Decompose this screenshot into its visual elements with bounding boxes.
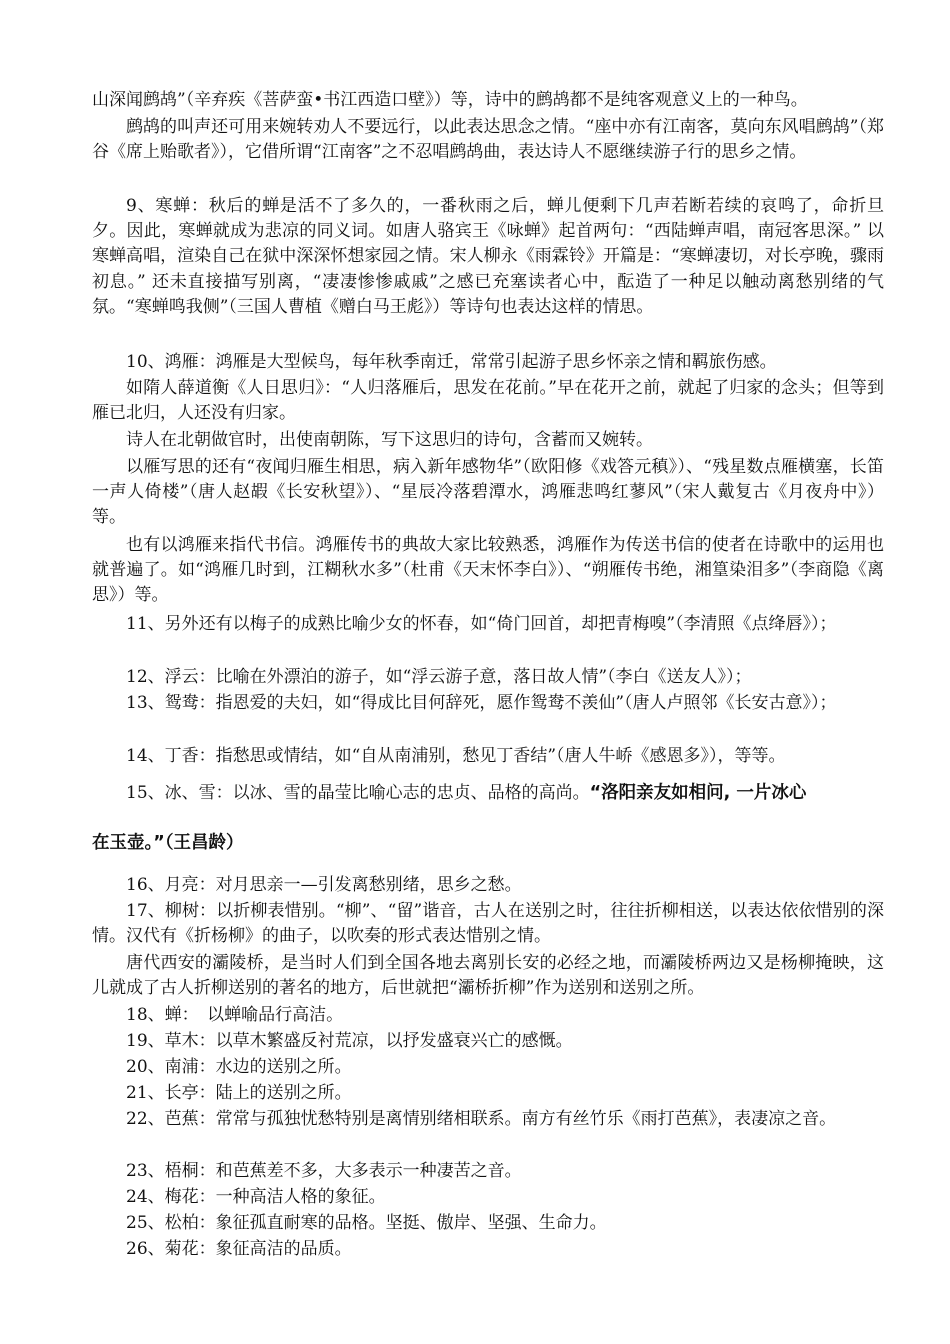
bingxue-text: 15、冰、雪：以冰、雪的晶莹比喻心志的忠贞、品格的高尚。 bbox=[126, 783, 590, 803]
paragraph-yan-shuxin: 也有以鸿雁来指代书信。鸿雁传书的典故大家比较熟悉，鸿雁作为传送书信的使者在诗歌中的运用也就普遍了。如“鸿雁几时到，江糊秋水多”（杜甫《天末怀李白》）、“朔雁传书绝，湘篁染泪多”（李商隐《离思》）等。 bbox=[92, 535, 884, 606]
paragraph-item-14-dingxiang: 14、丁香：指愁思或情结，如“自从南浦别，愁见丁香结”（唐人牛峤《感恩多》），等等。 bbox=[126, 746, 786, 766]
paragraph-baling-bridge: 唐代西安的灞陵桥，是当时人们到全国各地去离别长安的必经之地，而灞陵桥两边又是杨柳掩映，这儿就成了古人折柳送别的著名的地方，后世就把“灞桥折柳”作为送别和送别之所。 bbox=[92, 953, 884, 999]
paragraph-item-9-hanchan: 9、寒蝉：秋后的蝉是活不了多久的，一番秋雨之后，蝉儿便剩下几声若断若续的哀鸣了，命折旦夕。因此，寒蝉就成为悲凉的同义词。如唐人骆宾王《咏蝉》起首两句：“西陆蝉声唱，南冠客思深。” 以寒蝉高唱，渲染自己在狱中深深怀想家园之情。宋人柳永《雨霖铃》开篇是：“寒蝉凄切，对长亭晚，骤雨初息。” 还未直接描写别离，“凄凄惨惨戚戚”之感已充塞读者心中，酝造了一种足以触动离愁别绪的气氛。“寒蝉鸣我侧”（三国人曹植《赠白马王彪》）等诗句也表达这样的情思。 bbox=[92, 196, 884, 317]
paragraph-item-22-bajiao: 22、芭蕉：常常与孤独忧愁特别是离情别绪相联系。南方有丝竹乐《雨打芭蕉》，表凄凉之音。 bbox=[126, 1109, 837, 1129]
paragraph-item-13-yuanyang: 13、鸳鸯：指恩爱的夫妇，如“得成比目何辞死，愿作鸳鸯不羡仙”（唐人卢照邻《长安古意》）； bbox=[126, 693, 837, 713]
paragraph-poet-north: 诗人在北朝做官时，出使南朝陈，写下这思归的诗句，含蓄而又婉转。 bbox=[126, 430, 653, 450]
paragraph-zhegu-farewell: 鹧鸪的叫声还可用来婉转劝人不要远行，以此表达思念之情。“座中亦有江南客，莫向东风唱鹧鸪”（郑谷《席上贻歌者》），它借所谓“江南客”之不忍唱鹧鸪曲，表达诗人不愿继续游子行的思乡之情。 bbox=[92, 117, 884, 163]
paragraph-item-20-nanpu: 20、南浦：水边的送别之所。 bbox=[126, 1057, 352, 1077]
paragraph-item-17-liushu: 17、柳树：以折柳表惜别。“柳”、“留”谐音，古人在送别之时，往往折柳相送，以表达依依惜别的深情。汉代有《折杨柳》的曲子，以吹奏的形式表达惜别之情。 bbox=[92, 901, 884, 947]
paragraph-item-15-bingxue bbox=[92, 781, 884, 806]
bingxue-quote-end: 在玉壶。”（王昌龄） bbox=[92, 833, 244, 853]
paragraph-zhegu-end: 山深闻鹧鸪”（辛弃疾《菩萨蛮•书江西造口壁》）等，诗中的鹧鸪都不是纯客观意义上的一种鸟。 bbox=[92, 90, 808, 110]
paragraph-item-19-caomu: 19、草木：以草木繁盛反衬荒凉，以抒发盛衰兴亡的感慨。 bbox=[126, 1031, 573, 1051]
paragraph-item-26-juhua: 26、菊花：象征高洁的品质。 bbox=[126, 1239, 352, 1259]
paragraph-item-25-songbai: 25、松柏：象征孤直耐寒的品格。坚挺、傲岸、坚强、生命力。 bbox=[126, 1213, 607, 1233]
paragraph-xue-daoheng: 如隋人薛道衡《人日思归》：“人归落雁后，思发在花前。”早在花开之前，就起了归家的念头；但等到雁已北归，人还没有归家。 bbox=[92, 378, 884, 424]
paragraph-item-10-hongyan: 10、鸿雁：鸿雁是大型候鸟，每年秋季南迁，常常引起游子思乡怀亲之情和羁旅伤感。 bbox=[126, 352, 777, 372]
paragraph-item-12-fuyun: 12、浮云：比喻在外漂泊的游子，如“浮云游子意，落日故人情”（李白《送友人》）； bbox=[126, 667, 752, 687]
paragraph-item-11-meizi: 11、另外还有以梅子的成熟比喻少女的怀春，如“倚门回首，却把青梅嗅”（李清照《点绛唇》）； bbox=[126, 614, 837, 634]
paragraph-item-15-continued bbox=[92, 831, 884, 856]
bingxue-quote: “洛阳亲友如相问, 一片冰心 bbox=[589, 783, 807, 803]
paragraph-item-24-meihua: 24、梅花：一种高洁人格的象征。 bbox=[126, 1187, 386, 1207]
paragraph-item-18-chan: 18、蝉： 以蝉喻品行高洁。 bbox=[126, 1005, 344, 1025]
paragraph-item-21-changting: 21、长亭：陆上的送别之所。 bbox=[126, 1083, 352, 1103]
paragraph-yan-si: 以雁写思的还有“夜闻归雁生相思，病入新年感物华”（欧阳修《戏答元稹》）、“残星数点雁横塞，长笛一声人倚楼”（唐人赵嘏《长安秋望》）、“星辰冷落碧潭水，鸿雁悲鸣红蓼风”（宋人戴复古《月夜舟中》）等。 bbox=[92, 457, 884, 528]
paragraph-item-16-yueliang: 16、月亮：对月思亲一—引发离愁别绪，思乡之愁。 bbox=[126, 875, 522, 895]
paragraph-item-23-wutong: 23、梧桐：和芭蕉差不多，大多表示一种凄苦之音。 bbox=[126, 1161, 522, 1181]
